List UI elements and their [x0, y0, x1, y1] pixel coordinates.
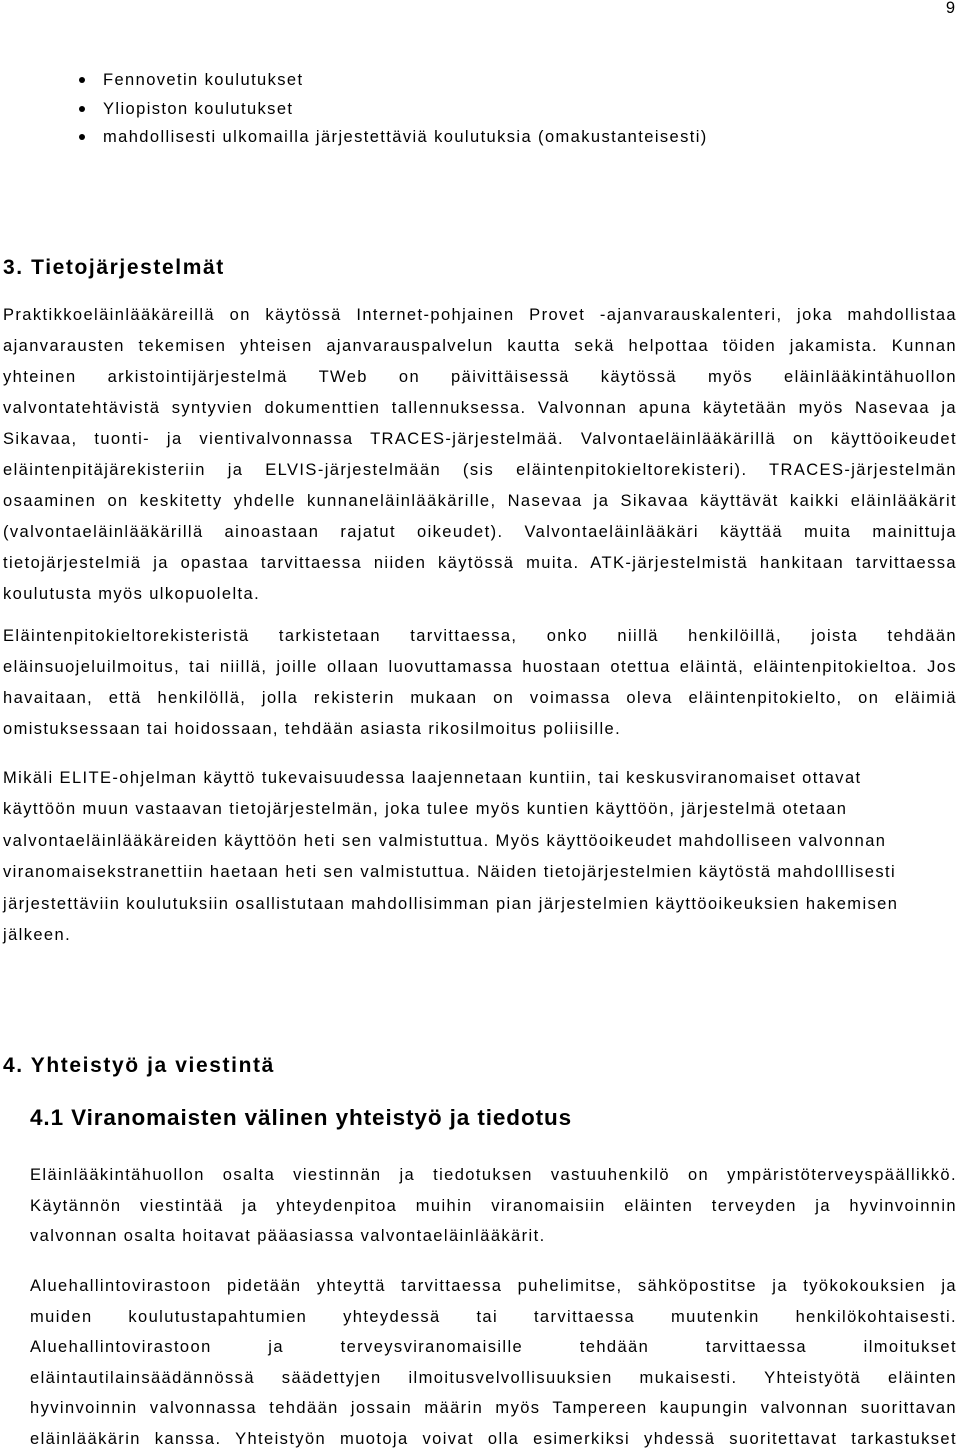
paragraph-line: havaitaan, että henkilöllä, jolla rekisterin mukaan on voimassa oleva eläintenpitokielto, on eläimiä [3, 689, 957, 707]
paragraph-line: Eläinlääkintähuollon osalta viestinnän ja tiedotuksen vastuuhenkilö on ympäristöterveyspäällikkö. [30, 1166, 957, 1184]
paragraph-line: osaaminen on keskitetty yhdelle kunnaneläinlääkärille, Nasevaa ja Sikavaa käyttävät kaikki eläinlääkärit [3, 492, 957, 510]
paragraph-line: Eläintenpitokieltorekisteristä tarkistetaan tarvittaessa, onko niillä henkilöillä, joista tehdään [3, 627, 957, 645]
paragraph-line: eläintenpitäjärekisteriin ja ELVIS-järjestelmään (sis eläintenpitokieltorekisteri). TRACES-järjestelmän [3, 461, 957, 479]
paragraph-line: yhteinen arkistointijärjestelmä TWeb on päivittäisessä käytössä myös eläinlääkintähuollon [3, 368, 957, 386]
section-heading: 4. Yhteistyö ja viestintä [3, 1054, 275, 1077]
bullet-item [0, 66, 900, 95]
paragraph-line: Käytännön viestintää ja yhteydenpitoa muihin viranomaisiin eläinten terveyden ja hyvinvoinnin [30, 1196, 957, 1215]
paragraph-line: valvontaeläinlääkäreiden käyttöön heti sen valmistuttua. Myös käyttöoikeudet mahdolliseen valvonnan [3, 831, 887, 850]
paragraph [3, 621, 957, 745]
paragraph-line: eläinlääkärin kanssa. Yhteistyön muotoja voivat olla esimerkiksi yhdessä suoritettavat tarkastukset [30, 1429, 957, 1448]
bullet-item [0, 123, 900, 152]
paragraph [3, 763, 957, 951]
bullet-marker [79, 134, 85, 140]
paragraph-line: tietojärjestelmiä ja opastaa tarvittaessa niiden käytössä muita. ATK-järjestelmistä hankitaan tarvittaessa [3, 554, 957, 572]
bullet-item [0, 95, 900, 124]
bullet-text: mahdollisesti ulkomailla järjestettäviä koulutuksia (omakustanteisesti) [103, 128, 708, 146]
paragraph-line: viranomaisekstranettiin haetaan heti sen valmistuttua. Näiden tietojärjestelmien käytöstä mahdolllisesti [3, 863, 897, 882]
paragraph-line: (valvontaeläinlääkärillä ainoastaan rajatut oikeudet). Valvontaeläinlääkäri käyttää muita mainittuja [3, 523, 957, 541]
section-heading: 3. Tietojärjestelmät [3, 256, 225, 279]
paragraph-line: jälkeen. [3, 925, 72, 944]
paragraph-line: Sikavaa, tuonti- ja vientivalvonnassa TRACES-järjestelmää. Valvontaeläinlääkärillä on käyttöoikeudet [3, 430, 957, 448]
bullet-list [0, 66, 900, 152]
bullet-text: Fennovetin koulutukset [103, 71, 304, 89]
paragraph-line: ajanvarausten tekemisen yhteisen ajanvarauspalvelun kautta sekä helpottaa töiden jakamista. Kunnan [3, 337, 957, 355]
paragraph-line: käyttöön muun vastaavan tietojärjestelmän, joka tulee myös kuntien käyttöön, järjestelmä otetaan [3, 800, 848, 819]
paragraph-line: Aluehallintovirastoon ja terveysviranomaisille tehdään tarvittaessa ilmoitukset [30, 1338, 957, 1357]
bullet-marker [79, 106, 85, 112]
paragraph-line: järjestettäviin koulutuksiin osallistutaan mahdollisimman pian järjestelmien käyttöoikeuksien hakemisen [3, 894, 899, 913]
bullet-text: Yliopiston koulutukset [103, 99, 294, 118]
paragraph-line: Aluehallintovirastoon pidetään yhteyttä tarvittaessa puhelimitse, sähköpostitse ja työkokouksien ja [30, 1277, 957, 1295]
paragraph [30, 1160, 957, 1252]
paragraph [30, 1271, 957, 1455]
paragraph [3, 300, 957, 610]
paragraph-line: eläinsuojeluilmoitus, tai niillä, joille ollaan luovuttamassa huostaan otettua eläintä, eläintenpitokieltoa. Jos [3, 658, 957, 676]
paragraph-line: koulutusta myös ulkopuolelta. [3, 585, 261, 603]
paragraph-line: valvonnan osalta hoitavat pääasiassa valvontaeläinlääkärit. [30, 1227, 546, 1245]
paragraph-line: Mikäli ELITE-ohjelman käyttö tukevaisuudessa laajennetaan kuntiin, tai keskusviranomaiset ottavat [3, 769, 862, 787]
page-number: 9 [945, 0, 955, 17]
paragraph-line: omistuksessaan tai hoidossaan, tehdään asiasta rikosilmoitus poliisille. [3, 720, 622, 738]
bullet-marker [79, 77, 85, 83]
paragraph-line: Praktikkoeläinlääkäreillä on käytössä Internet-pohjainen Provet -ajanvarauskalenteri, joka mahdollistaa [3, 306, 957, 324]
paragraph-line: eläintautilainsäädännössä säädettyjen ilmoitusvelvollisuuksien mukaisesti. Yhteistyötä eläinten [30, 1368, 957, 1387]
paragraph-line: muiden koulutustapahtumien yhteydessä tai tarvittaessa muutenkin henkilökohtaisesti. [30, 1307, 957, 1326]
subsection-heading: 4.1 Viranomaisten välinen yhteistyö ja tiedotus [30, 1105, 573, 1130]
paragraph-line: hyvinvoinnin valvonnassa tehdään jossain määrin myös Tampereen kaupungin valvonnan suorittavan [30, 1399, 957, 1418]
paragraph-line: valvontatehtävistä syntyvien dokumenttien tallennuksessa. Valvonnan apuna käytetään myös Nasevaa ja [3, 399, 957, 417]
